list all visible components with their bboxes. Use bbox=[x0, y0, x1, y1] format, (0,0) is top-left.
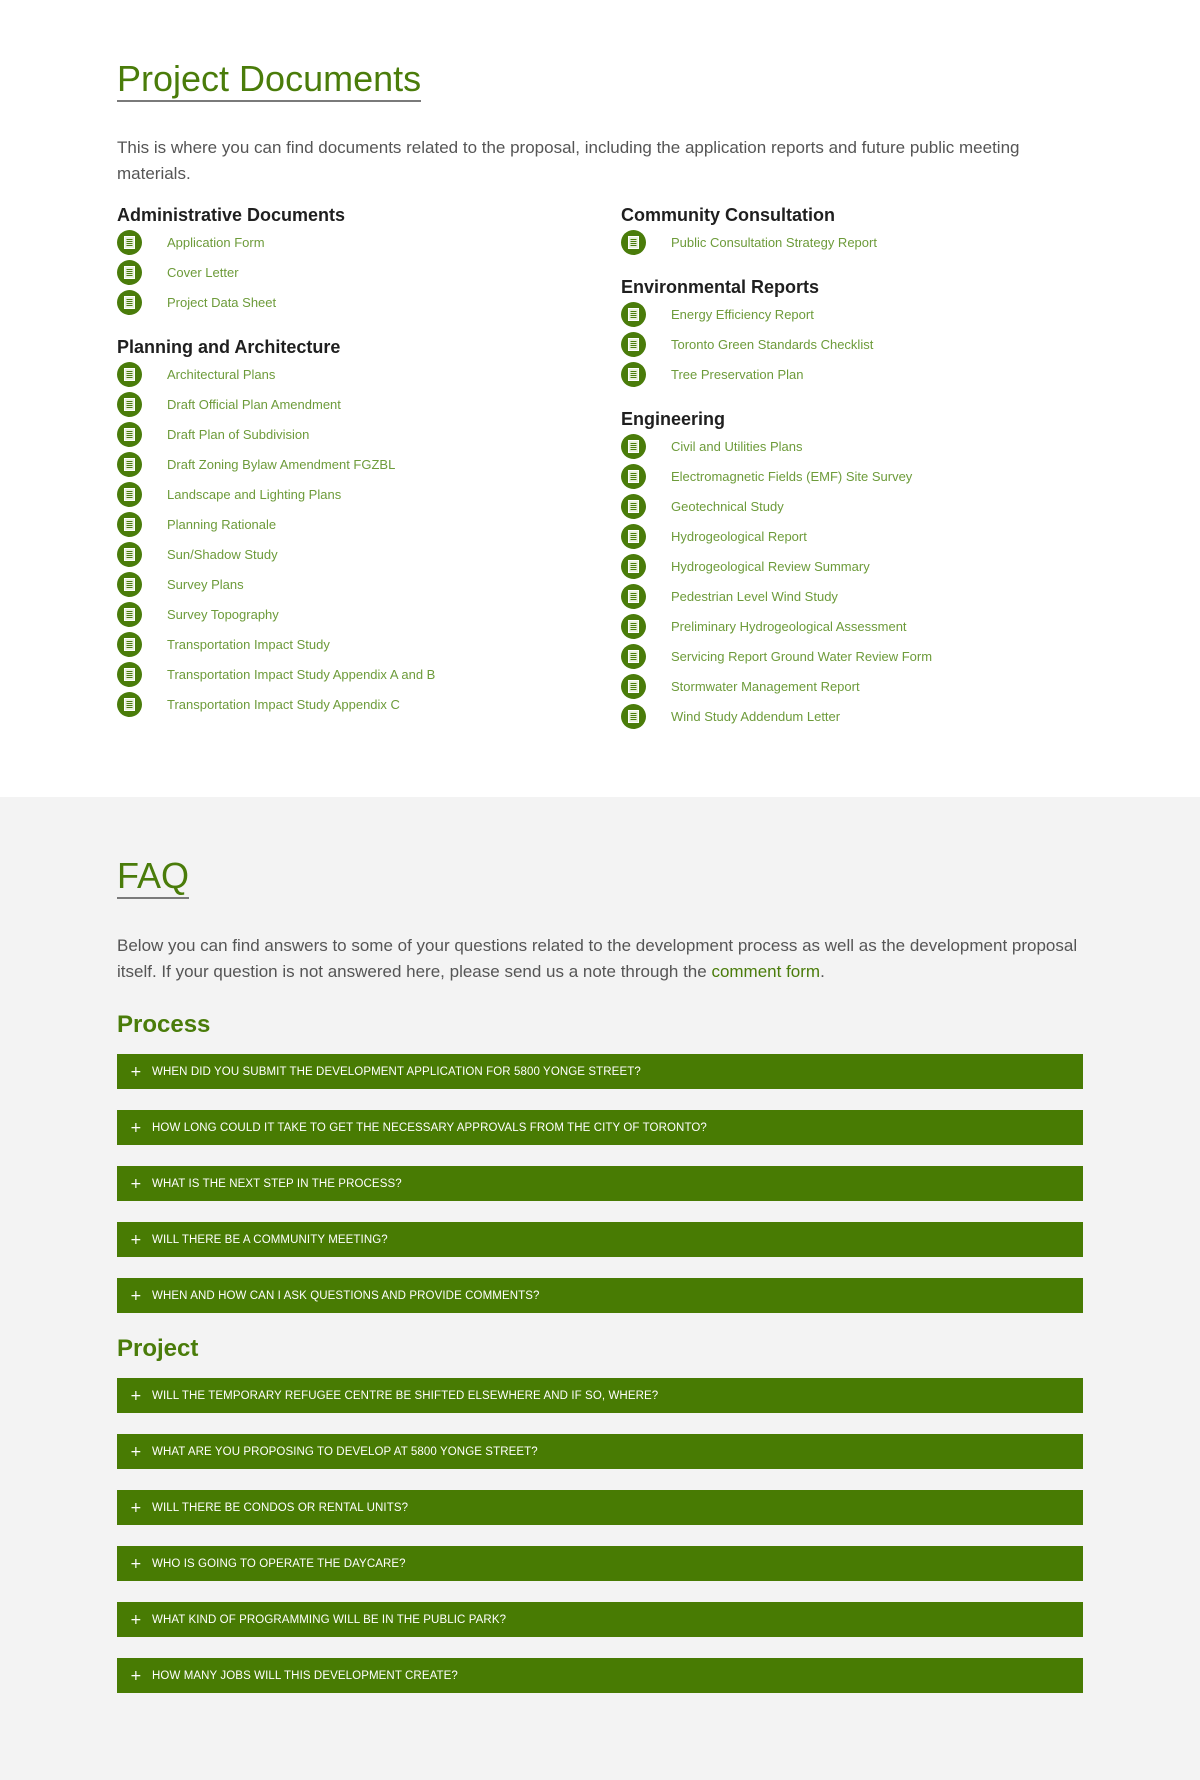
document-group-title: Administrative Documents bbox=[117, 205, 346, 226]
document-link[interactable]: Cover Letter bbox=[167, 264, 239, 280]
document-link[interactable]: Tree Preservation Plan bbox=[671, 366, 804, 382]
document-link[interactable]: Transportation Impact Study bbox=[167, 636, 330, 652]
document-item[interactable] bbox=[621, 431, 1081, 461]
document-item[interactable] bbox=[117, 419, 621, 449]
document-item[interactable] bbox=[621, 359, 1081, 389]
document-item[interactable] bbox=[117, 569, 621, 599]
document-icon bbox=[117, 482, 142, 507]
plus-icon: + bbox=[130, 1387, 142, 1404]
document-item[interactable] bbox=[117, 359, 621, 389]
plus-icon: + bbox=[130, 1175, 142, 1192]
plus-icon: + bbox=[130, 1667, 142, 1684]
project-documents-section bbox=[0, 0, 1200, 797]
document-link[interactable]: Toronto Green Standards Checklist bbox=[671, 336, 874, 352]
document-icon bbox=[117, 362, 142, 387]
faq-intro-text: Below you can find answers to some of your questions related to the development process as well as the development proposal itself. If your question is not answered here, please send us a note through the bbox=[117, 936, 1078, 982]
faq-accordion-item[interactable] bbox=[117, 1278, 1083, 1313]
document-item[interactable] bbox=[117, 689, 621, 719]
document-link[interactable]: Servicing Report Ground Water Review Form bbox=[671, 648, 933, 664]
document-link[interactable]: Draft Zoning Bylaw Amendment FGZBL bbox=[167, 456, 396, 472]
document-link[interactable]: Pedestrian Level Wind Study bbox=[671, 588, 838, 604]
faq-accordion-item[interactable] bbox=[117, 1546, 1083, 1581]
document-icon bbox=[117, 542, 142, 567]
document-icon bbox=[621, 644, 646, 669]
document-link[interactable]: Architectural Plans bbox=[167, 366, 276, 382]
plus-icon: + bbox=[130, 1063, 142, 1080]
document-icon bbox=[117, 662, 142, 687]
faq-question: WILL THERE BE A COMMUNITY MEETING? bbox=[152, 1233, 388, 1246]
document-item[interactable] bbox=[117, 599, 621, 629]
document-item[interactable] bbox=[117, 659, 621, 689]
document-group bbox=[621, 408, 1081, 731]
faq-accordion-item[interactable] bbox=[117, 1110, 1083, 1145]
document-item[interactable] bbox=[117, 389, 621, 419]
plus-icon: + bbox=[130, 1555, 142, 1572]
document-icon bbox=[117, 230, 142, 255]
document-item[interactable] bbox=[621, 329, 1081, 359]
document-link[interactable]: Project Data Sheet bbox=[167, 294, 277, 310]
document-icon bbox=[117, 632, 142, 657]
document-item[interactable] bbox=[117, 479, 621, 509]
plus-icon: + bbox=[130, 1287, 142, 1304]
faq-category-title: Process bbox=[117, 1011, 211, 1039]
document-item[interactable] bbox=[621, 551, 1081, 581]
faq-question: HOW LONG COULD IT TAKE TO GET THE NECESSARY APPROVALS FROM THE CITY OF TORONTO? bbox=[152, 1121, 707, 1134]
document-icon bbox=[117, 290, 142, 315]
project-documents-intro: This is where you can find documents related to the proposal, including the application reports and future public meeting materials. bbox=[117, 138, 1020, 184]
plus-icon: + bbox=[130, 1119, 142, 1136]
document-icon bbox=[621, 584, 646, 609]
faq-question: WILL THE TEMPORARY REFUGEE CENTRE BE SHIFTED ELSEWHERE AND IF SO, WHERE? bbox=[152, 1389, 659, 1402]
document-item[interactable] bbox=[621, 641, 1081, 671]
faq-question: WHO IS GOING TO OPERATE THE DAYCARE? bbox=[152, 1557, 406, 1570]
comment-form-link[interactable]: comment form bbox=[711, 962, 821, 982]
faq-accordion-item[interactable] bbox=[117, 1658, 1083, 1693]
plus-icon: + bbox=[130, 1611, 142, 1628]
project-documents-title: Project Documents bbox=[117, 58, 421, 102]
document-link[interactable]: Wind Study Addendum Letter bbox=[671, 708, 841, 724]
plus-icon: + bbox=[130, 1499, 142, 1516]
faq-question: WHEN AND HOW CAN I ASK QUESTIONS AND PROVIDE COMMENTS? bbox=[152, 1289, 540, 1302]
document-item[interactable] bbox=[621, 521, 1081, 551]
document-icon bbox=[117, 572, 142, 597]
document-item[interactable] bbox=[117, 227, 621, 257]
faq-title: FAQ bbox=[117, 855, 189, 899]
document-link[interactable]: Planning Rationale bbox=[167, 516, 277, 532]
document-link[interactable]: Landscape and Lighting Plans bbox=[167, 486, 342, 502]
document-icon bbox=[621, 230, 646, 255]
document-item[interactable] bbox=[621, 611, 1081, 641]
document-item[interactable] bbox=[621, 461, 1081, 491]
document-icon bbox=[117, 392, 142, 417]
document-group-title: Community Consultation bbox=[621, 205, 835, 226]
faq-question: HOW MANY JOBS WILL THIS DEVELOPMENT CREATE? bbox=[152, 1669, 458, 1682]
document-group bbox=[117, 336, 621, 719]
document-icon bbox=[621, 674, 646, 699]
document-icon bbox=[621, 494, 646, 519]
document-group-title: Environmental Reports bbox=[621, 277, 820, 298]
document-link[interactable]: Energy Efficiency Report bbox=[671, 306, 814, 322]
document-link[interactable]: Draft Official Plan Amendment bbox=[167, 396, 341, 412]
faq-accordion-item[interactable] bbox=[117, 1434, 1083, 1469]
document-icon bbox=[621, 614, 646, 639]
document-icon bbox=[621, 434, 646, 459]
document-icon bbox=[621, 302, 646, 327]
faq-question: WHAT KIND OF PROGRAMMING WILL BE IN THE PUBLIC PARK? bbox=[152, 1613, 507, 1626]
document-icon bbox=[117, 422, 142, 447]
document-item[interactable] bbox=[117, 539, 621, 569]
document-link[interactable]: Sun/Shadow Study bbox=[167, 546, 278, 562]
document-group bbox=[117, 204, 621, 317]
faq-intro-end: . bbox=[820, 962, 825, 982]
document-link[interactable]: Geotechnical Study bbox=[671, 498, 784, 514]
document-group-title: Engineering bbox=[621, 409, 726, 430]
document-item[interactable] bbox=[117, 629, 621, 659]
document-icon bbox=[117, 512, 142, 537]
document-columns bbox=[117, 204, 1083, 750]
document-link[interactable]: Electromagnetic Fields (EMF) Site Survey bbox=[671, 468, 913, 484]
document-group-title: Planning and Architecture bbox=[117, 337, 341, 358]
document-link[interactable]: Preliminary Hydrogeological Assessment bbox=[671, 618, 907, 634]
document-link[interactable]: Survey Topography bbox=[167, 606, 279, 622]
document-group bbox=[621, 204, 1081, 257]
document-item[interactable] bbox=[621, 701, 1081, 731]
document-icon bbox=[117, 692, 142, 717]
document-link[interactable]: Public Consultation Strategy Report bbox=[671, 234, 877, 250]
faq-question: WHAT ARE YOU PROPOSING TO DEVELOP AT 5800 YONGE STREET? bbox=[152, 1445, 538, 1458]
document-icon bbox=[621, 464, 646, 489]
document-link[interactable]: Transportation Impact Study Appendix C bbox=[167, 696, 400, 712]
document-link[interactable]: Hydrogeological Review Summary bbox=[671, 558, 870, 574]
document-link[interactable]: Survey Plans bbox=[167, 576, 244, 592]
document-link[interactable]: Hydrogeological Report bbox=[671, 528, 807, 544]
document-item[interactable] bbox=[621, 671, 1081, 701]
plus-icon: + bbox=[130, 1443, 142, 1460]
document-column bbox=[621, 204, 1081, 750]
faq-accordion-item[interactable] bbox=[117, 1602, 1083, 1637]
document-link[interactable]: Draft Plan of Subdivision bbox=[167, 426, 310, 442]
document-icon bbox=[117, 452, 142, 477]
faq-accordion-item[interactable] bbox=[117, 1378, 1083, 1413]
faq-question: WILL THERE BE CONDOS OR RENTAL UNITS? bbox=[152, 1501, 409, 1514]
document-link[interactable]: Application Form bbox=[167, 234, 265, 250]
document-item[interactable] bbox=[117, 257, 621, 287]
faq-accordion-item[interactable] bbox=[117, 1166, 1083, 1201]
document-item[interactable] bbox=[117, 287, 621, 317]
faq-accordion-item[interactable] bbox=[117, 1054, 1083, 1089]
document-item[interactable] bbox=[621, 491, 1081, 521]
document-icon bbox=[621, 362, 646, 387]
document-group bbox=[621, 276, 1081, 389]
faq-accordion-item[interactable] bbox=[117, 1222, 1083, 1257]
document-icon bbox=[117, 602, 142, 627]
faq-question: WHAT IS THE NEXT STEP IN THE PROCESS? bbox=[152, 1177, 402, 1190]
document-icon bbox=[621, 332, 646, 357]
document-item[interactable] bbox=[621, 299, 1081, 329]
document-column bbox=[117, 204, 621, 750]
faq-accordion-item[interactable] bbox=[117, 1490, 1083, 1525]
faq-intro bbox=[117, 933, 1083, 985]
plus-icon: + bbox=[130, 1231, 142, 1248]
document-item[interactable] bbox=[117, 509, 621, 539]
document-icon bbox=[117, 260, 142, 285]
document-icon bbox=[621, 704, 646, 729]
document-link[interactable]: Civil and Utilities Plans bbox=[671, 438, 803, 454]
document-icon bbox=[621, 524, 646, 549]
document-item[interactable] bbox=[621, 227, 1081, 257]
faq-categories bbox=[117, 1010, 1083, 1693]
document-item[interactable] bbox=[117, 449, 621, 479]
document-item[interactable] bbox=[621, 581, 1081, 611]
document-icon bbox=[621, 554, 646, 579]
document-link[interactable]: Transportation Impact Study Appendix A and B bbox=[167, 666, 436, 682]
faq-question: WHEN DID YOU SUBMIT THE DEVELOPMENT APPLICATION FOR 5800 YONGE STREET? bbox=[152, 1065, 641, 1078]
faq-category-title: Project bbox=[117, 1335, 199, 1363]
faq-section bbox=[0, 797, 1200, 1780]
document-link[interactable]: Stormwater Management Report bbox=[671, 678, 860, 694]
